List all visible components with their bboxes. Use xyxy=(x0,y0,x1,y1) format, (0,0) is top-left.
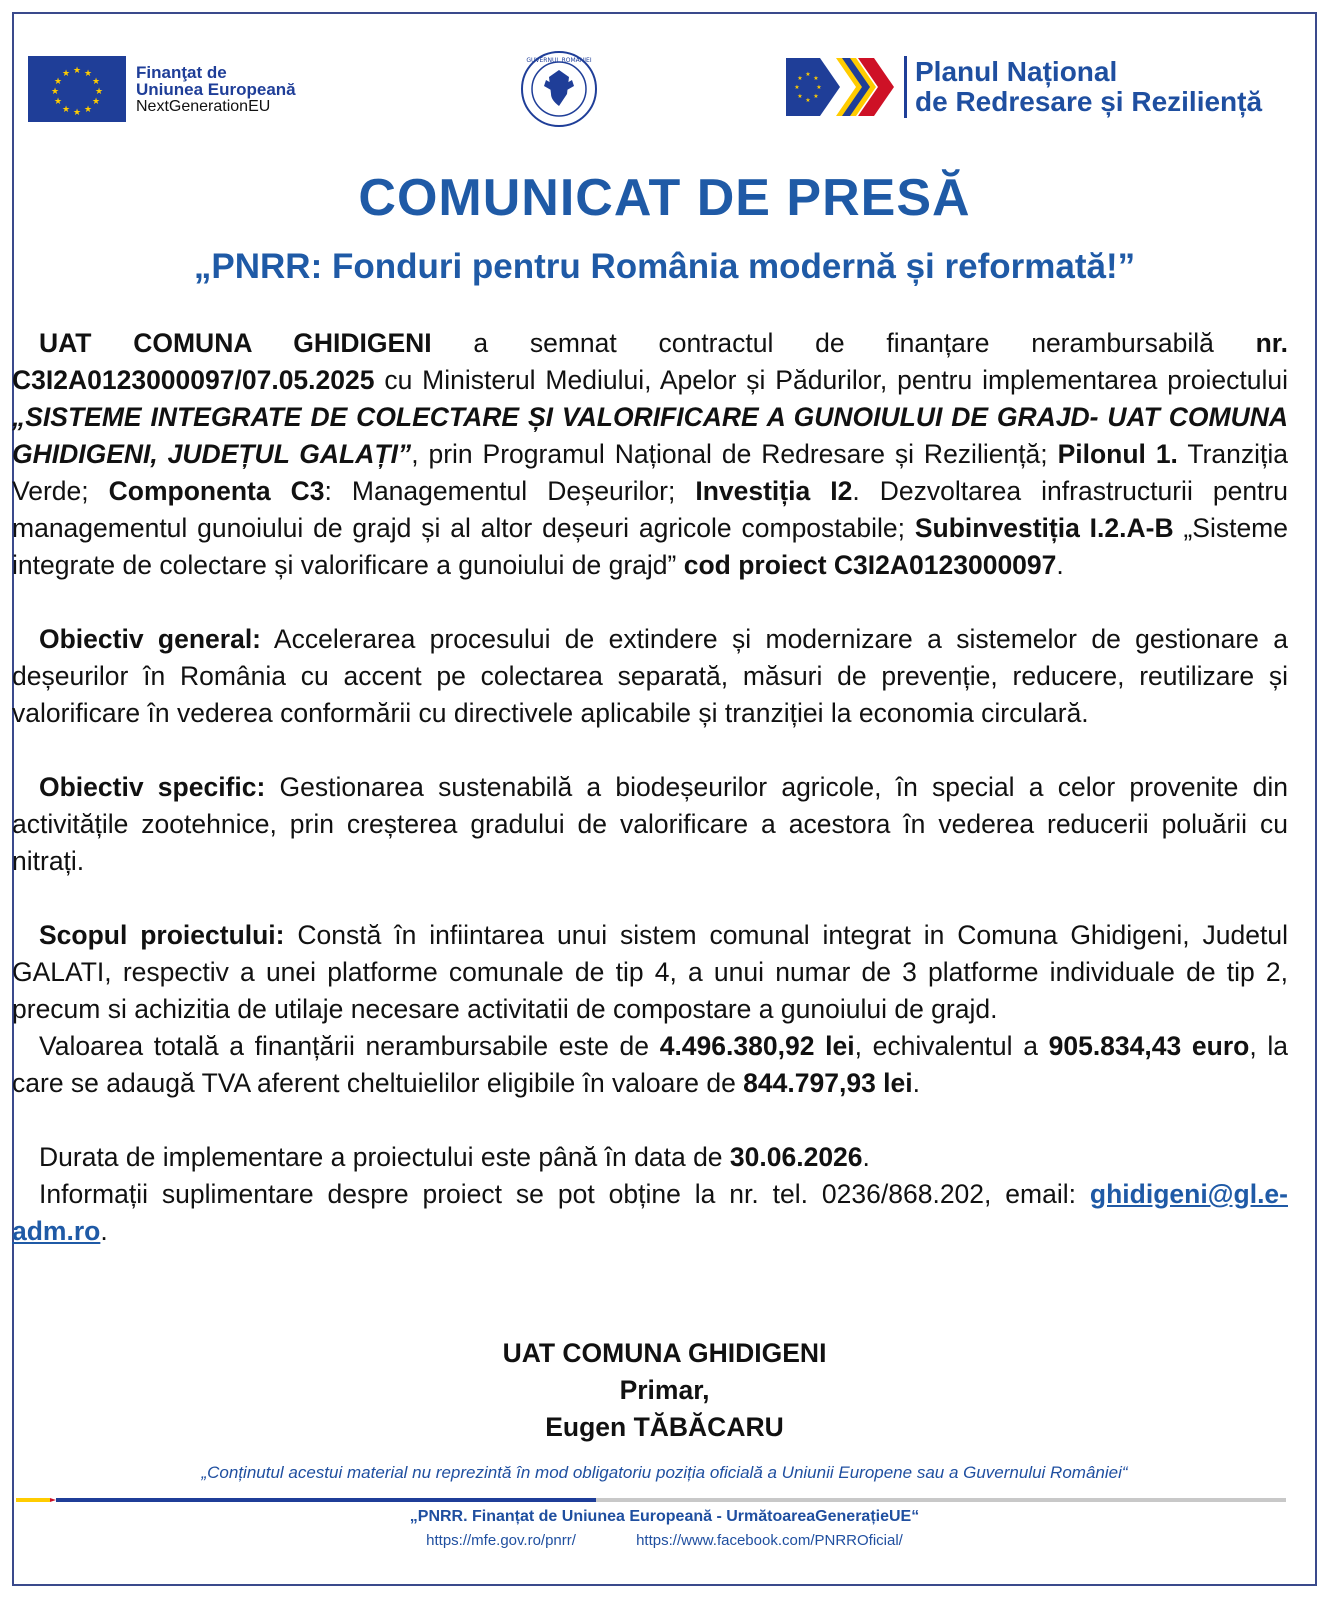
svg-text:★: ★ xyxy=(816,84,822,91)
eu-line-2: Uniunea Europeană xyxy=(136,79,296,99)
general-objective-label: Obiectiv general: xyxy=(39,624,262,654)
pnrr-logo-text xyxy=(915,57,1262,117)
paragraph-financing xyxy=(12,1028,1288,1102)
scope-text: Constă în infiintarea unui sistem comunal integrat in Comuna Ghidigeni, Judetul GALATI, respectiv a unei platforme comunale de tip 4, a unui numar de 3 platforme individuale de tip 2, precum si achizitia de utilaje necesare activitatii de compostare a gunoiului de grajd. xyxy=(12,920,1288,1024)
svg-text:★: ★ xyxy=(794,84,800,91)
text-run: , echivalentul a xyxy=(854,1031,1049,1061)
signature-role: Primar, xyxy=(619,1375,710,1405)
svg-text:★: ★ xyxy=(61,105,71,115)
text-run: Durata de implementare a proiectului este până în data de xyxy=(39,1142,730,1172)
document-subtitle: „PNRR: Fonduri pentru România modernă și reformată!” xyxy=(193,247,1136,286)
subinvestment-label: Subinvestiția I.2.A-B xyxy=(914,513,1174,543)
beneficiary-name: UAT COMUNA GHIDIGENI xyxy=(39,328,432,358)
facebook-link[interactable]: https://www.facebook.com/PNRROficial/ xyxy=(636,1532,903,1549)
svg-text:★: ★ xyxy=(797,93,803,100)
svg-text:★: ★ xyxy=(53,97,63,107)
text-run: a semnat contractul de finanțare nerambursabilă xyxy=(431,328,1256,358)
text-run: : Managementul Deșeurilor; xyxy=(324,476,696,506)
svg-text:★: ★ xyxy=(72,108,82,118)
government-seal-icon xyxy=(520,50,598,128)
svg-text:★: ★ xyxy=(50,87,60,97)
text-run: , prin Programul Național de Redresare și Reziliență; xyxy=(411,439,1058,469)
press-release-body xyxy=(12,325,1288,1250)
text-run: . xyxy=(100,1216,108,1246)
text-run: Tranziția Verde; xyxy=(12,439,1288,506)
signature-org: UAT COMUNA GHIDIGENI xyxy=(502,1338,827,1368)
project-code: cod proiect C3I2A0123000097 xyxy=(683,550,1057,580)
svg-text:★: ★ xyxy=(797,75,803,82)
svg-text:★: ★ xyxy=(94,87,104,97)
text-run: . xyxy=(912,1068,921,1098)
svg-text:★: ★ xyxy=(813,93,819,100)
document-title: COMUNICAT DE PRESĂ xyxy=(358,169,971,227)
specific-objective-label: Obiectiv specific: xyxy=(39,772,266,802)
footer-links xyxy=(0,1532,1329,1549)
pnrr-divider xyxy=(904,56,907,118)
pnrr-flag-icon xyxy=(786,54,898,120)
paragraph-project-scope xyxy=(12,917,1288,1028)
signature-block xyxy=(0,1335,1329,1446)
eu-funding-text xyxy=(136,64,296,115)
total-value-euro: 905.834,43 euro xyxy=(1048,1031,1250,1061)
total-value-lei: 4.496.380,92 lei xyxy=(659,1031,855,1061)
specific-objective-text: Gestionarea sustenabilă a biodeșeurilor agricole, în special a celor provenite din activitățile zootehnice, prin creșterea gradului de valorificare a acestora în vederea reducerii poluării cu nitrați. xyxy=(12,772,1288,876)
seal-text: GUVERNUL ROMÂNIEI xyxy=(526,57,592,64)
project-title: „SISTEME INTEGRATE DE COLECTARE ȘI VALORIFICARE A GUNOIULUI DE GRAJD- UAT COMUNA GHIDIGENI, JUDEȚUL GALAȚI” xyxy=(12,402,1288,469)
pnrr-site-link[interactable]: https://mfe.gov.ro/pnrr/ xyxy=(426,1532,576,1549)
pnrr-logo xyxy=(786,54,1262,120)
text-run: , la care se adaugă TVA aferent cheltuielilor eligibile în valoare de xyxy=(12,1031,1288,1098)
general-objective-text: Accelerarea procesului de extindere și modernizare a sistemelor de gestionare a deșeurilor în România cu accent pe colectarea separată, măsuri de prevenție, reducere, reutilizare și valorificare în vederea conformării cu directivele aplicabile și tranziției la economia circulară. xyxy=(12,624,1289,728)
footer-divider xyxy=(16,1490,1286,1496)
contract-number: nr. C3I2A0123000097/07.05.2025 xyxy=(12,328,1289,395)
component-label: Componenta C3 xyxy=(108,476,325,506)
investment-label: Investiția I2 xyxy=(695,476,853,506)
eu-flag-icon xyxy=(28,56,126,122)
scope-label: Scopul proiectului: xyxy=(39,920,285,950)
paragraph-contact xyxy=(12,1176,1288,1250)
svg-text:★: ★ xyxy=(91,77,101,87)
pillar-label: Pilonul 1. xyxy=(1057,439,1178,469)
svg-text:★: ★ xyxy=(805,97,811,104)
eu-line-3: NextGenerationEU xyxy=(136,97,271,115)
disclaimer-text: „Conținutul acestui material nu reprezintă în mod obligatoriu poziția oficială a Uniunii Europene sau a Guvernului României“ xyxy=(201,1463,1128,1482)
text-run: . Dezvoltarea infrastructurii pentru managementul gunoiului de grajd și al altor deșeuri agricole compostabile; xyxy=(12,476,1288,543)
svg-text:★: ★ xyxy=(61,69,71,79)
paragraph-duration xyxy=(12,1139,1288,1176)
vat-value: 844.797,93 lei xyxy=(743,1068,913,1098)
paragraph-specific-objective xyxy=(12,769,1288,880)
signature-name: Eugen TĂBĂCARU xyxy=(545,1412,784,1442)
svg-text:★: ★ xyxy=(813,75,819,82)
svg-text:★: ★ xyxy=(805,71,811,78)
svg-text:★: ★ xyxy=(72,66,82,76)
paragraph-contract xyxy=(12,325,1288,584)
pnrr-line-1: Planul Național xyxy=(915,56,1118,87)
text-run: Informații suplimentare despre proiect se pot obține la nr. tel. 0236/868.202, email: xyxy=(39,1179,1090,1209)
svg-text:★: ★ xyxy=(91,97,101,107)
eu-line-1: Finanţat de xyxy=(136,62,227,82)
pnrr-line-2: de Redresare și Reziliență xyxy=(915,86,1263,117)
end-date: 30.06.2026 xyxy=(729,1142,863,1172)
text-run: Valoarea totală a finanțării nerambursabile este de xyxy=(39,1031,660,1061)
svg-text:★: ★ xyxy=(83,69,93,79)
text-run: „Sisteme integrate de colectare și valorificare a gunoiului de grajd” xyxy=(12,513,1288,580)
eu-funding-logo xyxy=(28,56,296,122)
footer-slogan: „PNRR. Finanțat de Uniunea Europeană - UrmătoareaGenerațieUE“ xyxy=(409,1508,920,1525)
email-link[interactable]: ghidigeni@gl.e-adm.ro xyxy=(12,1179,1288,1246)
svg-text:★: ★ xyxy=(53,77,63,87)
text-run: cu Ministerul Mediului, Apelor și Pădurilor, pentru implementarea proiectului xyxy=(374,365,1288,395)
paragraph-general-objective xyxy=(12,621,1288,732)
text-run: . xyxy=(862,1142,870,1172)
svg-text:★: ★ xyxy=(83,105,93,115)
text-run: . xyxy=(1056,550,1064,580)
